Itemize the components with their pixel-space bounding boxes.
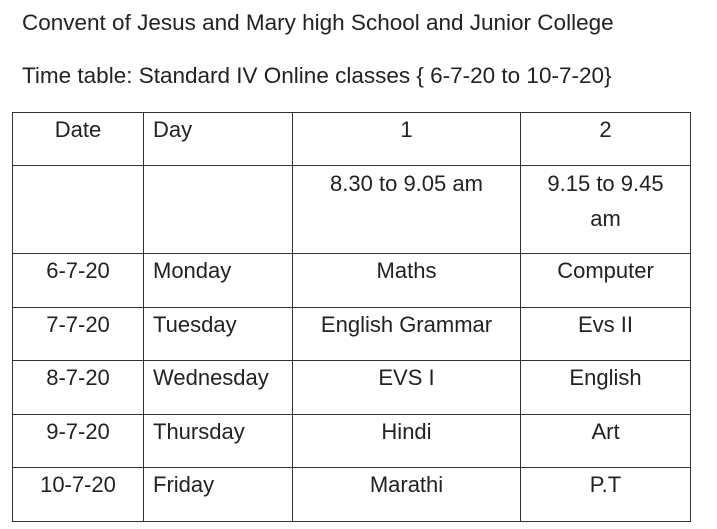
header-row (13, 113, 691, 166)
date-cell: 8-7-20 (13, 361, 144, 415)
header-period-1: 1 (293, 113, 521, 166)
period-2-cell: Art (521, 414, 691, 468)
header-date: Date (13, 113, 144, 166)
date-cell: 6-7-20 (13, 254, 144, 308)
period-2-cell: Computer (521, 254, 691, 308)
date-cell: 10-7-20 (13, 468, 144, 522)
time-period-1: 8.30 to 9.05 am (330, 171, 483, 196)
table-row (13, 414, 691, 468)
document-title: Convent of Jesus and Mary high School and Junior College (22, 10, 614, 35)
day-cell: Monday (144, 254, 293, 308)
table-row (13, 307, 691, 361)
times-period-2 (521, 166, 691, 254)
period-1-cell: English Grammar (293, 307, 521, 361)
table-row (13, 468, 691, 522)
period-1-cell: Marathi (293, 468, 521, 522)
header-day: Day (144, 113, 293, 166)
table-row (13, 361, 691, 415)
period-2-cell: English (521, 361, 691, 415)
timetable (12, 112, 691, 522)
date-cell: 7-7-20 (13, 307, 144, 361)
times-row (13, 166, 691, 254)
table-row (13, 254, 691, 308)
time-period-2: 9.15 to 9.45 am (547, 171, 664, 231)
times-day (144, 166, 293, 254)
day-cell: Wednesday (144, 361, 293, 415)
day-cell: Thursday (144, 414, 293, 468)
times-date (13, 166, 144, 254)
period-1-cell: Hindi (293, 414, 521, 468)
date-cell: 9-7-20 (13, 414, 144, 468)
day-cell: Friday (144, 468, 293, 522)
times-period-1 (293, 166, 521, 254)
day-cell: Tuesday (144, 307, 293, 361)
period-2-cell: Evs II (521, 307, 691, 361)
period-2-cell: P.T (521, 468, 691, 522)
document-subtitle: Time table: Standard IV Online classes { 6-7-20 to 10-7-20} (22, 63, 612, 88)
period-1-cell: EVS I (293, 361, 521, 415)
header-period-2: 2 (521, 113, 691, 166)
period-1-cell: Maths (293, 254, 521, 308)
